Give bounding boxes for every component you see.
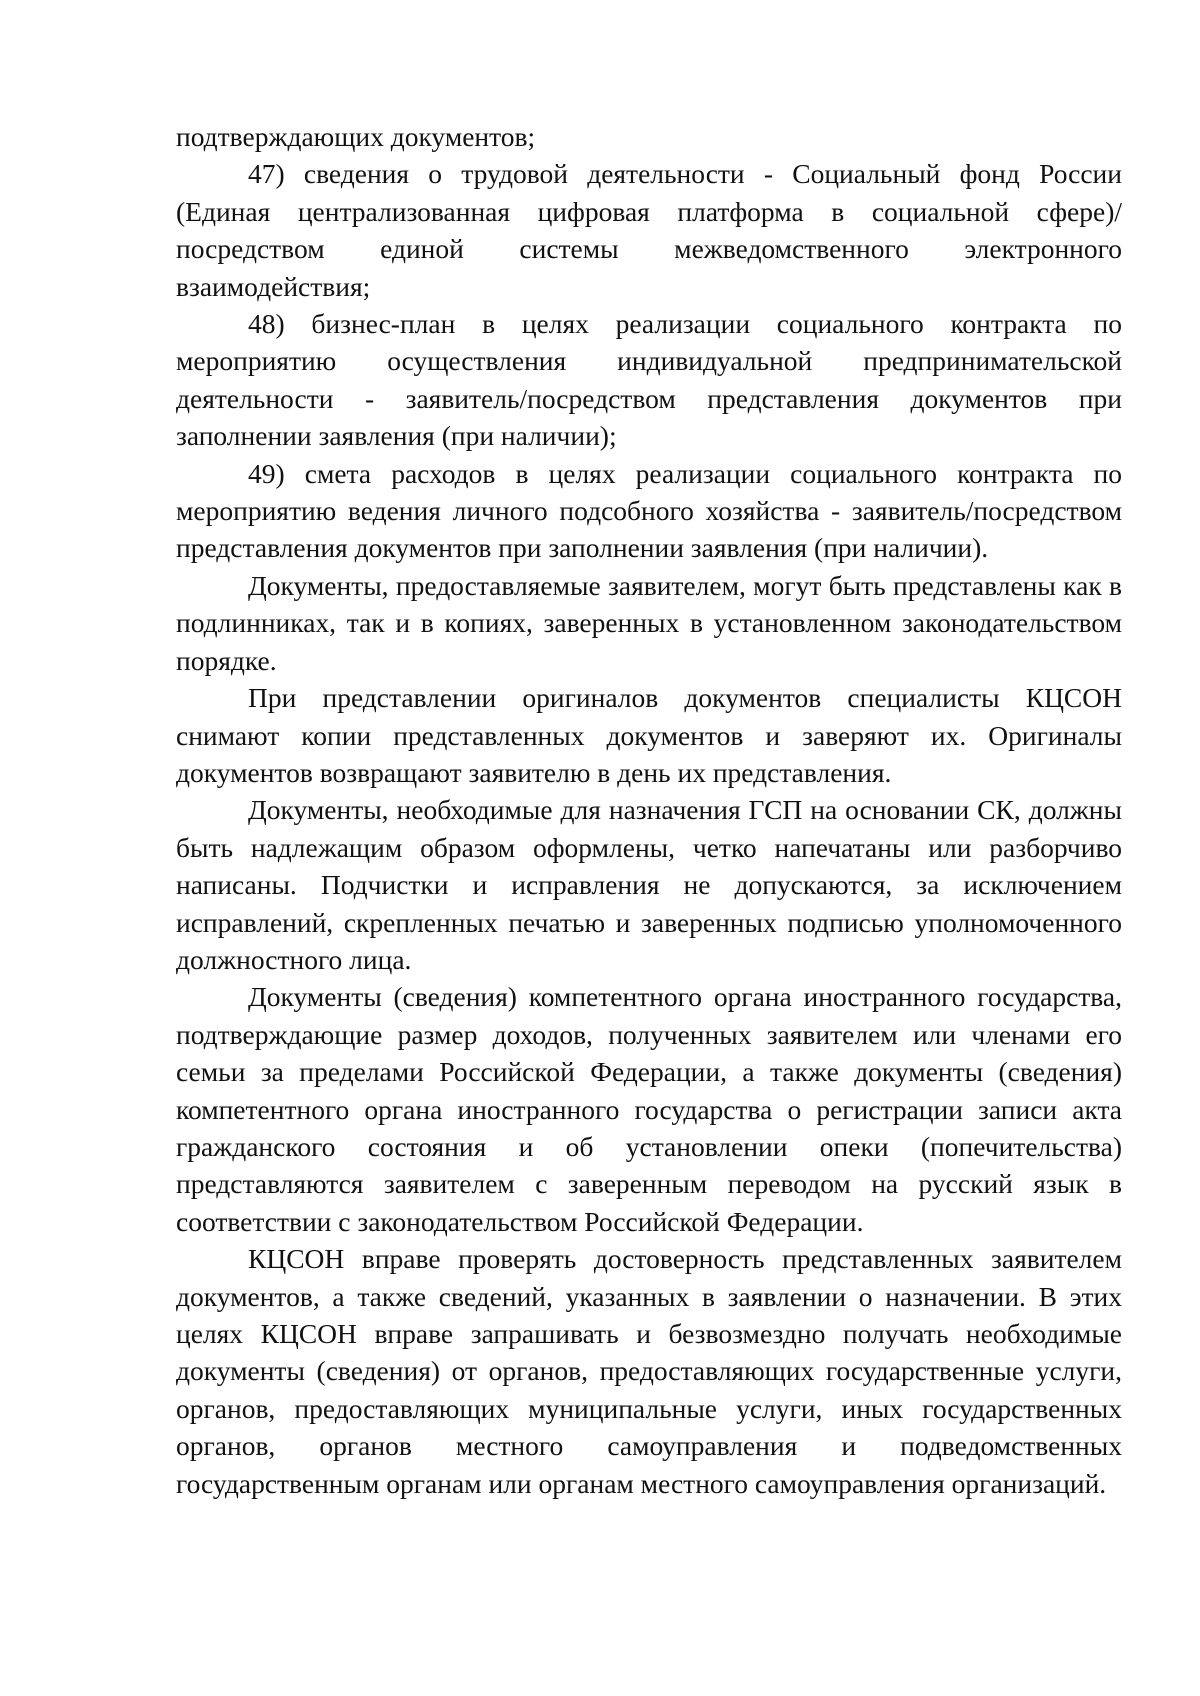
paragraph-document-requirements: Документы, необходимые для назначения ГСП на основании СК, должны быть надлежащим образом оформлены, четко напечатаны или разборчиво написаны. Подчистки и исправления не допускаются, за исключением исправлений, скрепленных печатью и заверенных подписью уполномоченного должностного лица. [176,794,1122,975]
paragraph-originals-return: При представлении оригиналов документов специалисты КЦСОН снимают копии представленных документов и заверяют их. Оригиналы документов возвращают заявителю в день их представления. [176,682,1122,788]
paragraph-item-49: 49) смета расходов в целях реализации социального контракта по мероприятию ведения личного подсобного хозяйства - заявитель/посредством представления документов при заполнении заявления (при наличии). [176,457,1122,564]
paragraph-verification-rights: КЦСОН вправе проверять достоверность представленных заявителем документов, а также сведений, указанных в заявлении о назначении. В этих целях КЦСОН вправе запрашивать и безвозмездно получать необходимые документы (сведения) от органов, предоставляющих государственные услуги, органов, предоставляющих муниципальные услуги, иных государственных органов, органов местного самоуправления и подведомственных государственным органам или органам местного самоуправления организаций. [176,1243,1122,1499]
paragraph-foreign-documents: Документы (сведения) компетентного органа иностранного государства, подтверждающие размер доходов, полученных заявителем или членами его семьи за пределами Российской Федерации, а также документы (сведения) компетентного органа иностранного государства о регистрации записи акта гражданского состояния и об установлении опеки (попечительства) представляются заявителем с заверенным переводом на русский язык в соответствии с законодательством Российской Федерации. [176,981,1122,1237]
paragraph-item-48: 48) бизнес-план в целях реализации социального контракта по мероприятию осуществления индивидуальной предпринимательской деятельности - заявитель/посредством представления документов при заполнении заявления (при наличии); [176,308,1122,452]
paragraph-continuation: подтверждающих документов; [176,121,536,152]
paragraph-documents-originals-copies: Документы, предоставляемые заявителем, могут быть представлены как в подлинниках, так и в копиях, заверенных в установленном законодательством порядке. [176,569,1122,676]
paragraph-item-47: 47) сведения о трудовой деятельности - Социальный фонд России (Единая централизованная цифровая платформа в социальной сфере)/посредством единой системы межведомственного электронного взаимодействия; [176,158,1122,302]
document-body [176,118,1122,1502]
